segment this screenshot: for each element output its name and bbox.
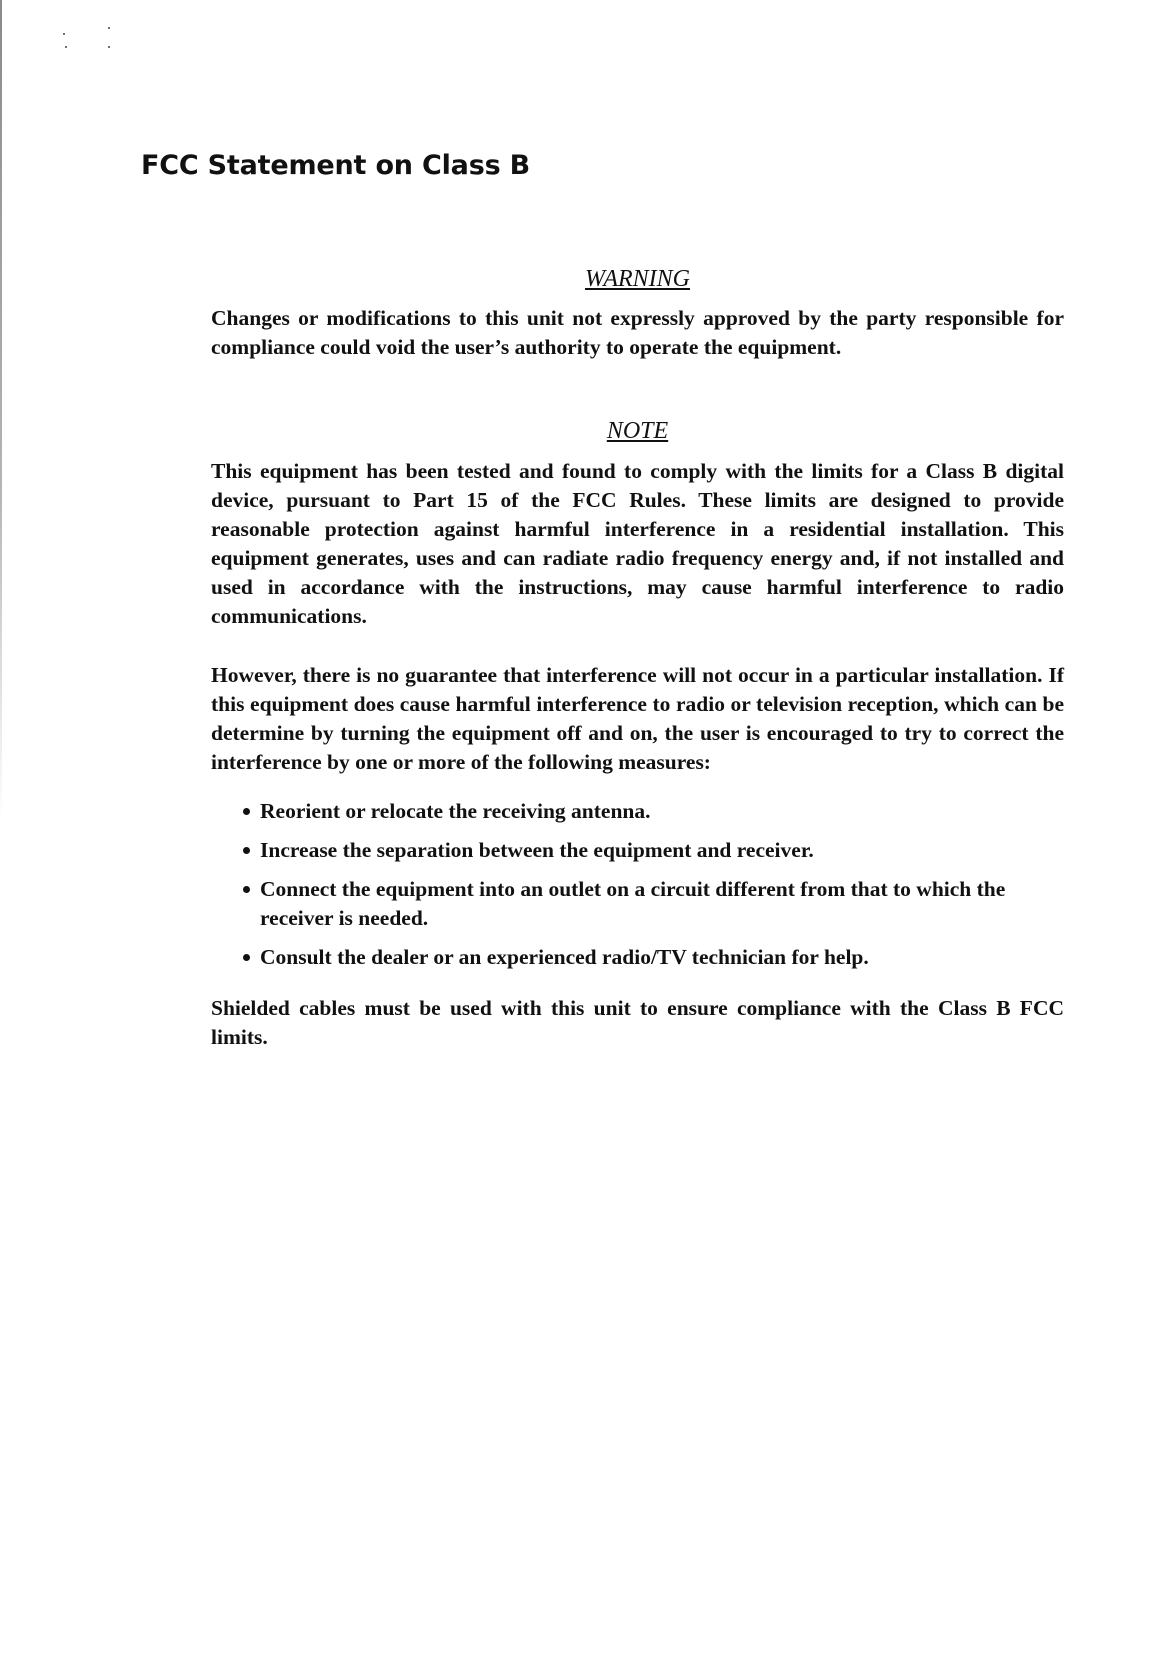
- list-item: [242, 797, 1064, 826]
- scan-speck: [108, 46, 110, 48]
- bullet-icon: [243, 886, 250, 893]
- scan-speck: [63, 33, 65, 35]
- bullet-icon: [243, 954, 250, 961]
- document-body: [211, 264, 1064, 1052]
- scan-speck: [108, 27, 110, 29]
- measure-text: Reorient or relocate the receiving antenna.: [260, 799, 651, 823]
- measure-text: Connect the equipment into an outlet on a circuit different from that to which the receiver is needed.: [260, 877, 1006, 930]
- measure-text: Consult the dealer or an experienced radio/TV technician for help.: [260, 945, 869, 969]
- list-item: [242, 836, 1064, 865]
- list-item: [242, 875, 1064, 933]
- note-paragraph: This equipment has been tested and found to comply with the limits for a Class B digital device, pursuant to Part 15 of the FCC Rules. These limits are designed to provide reasonable protection against harmful interference in a residential installation. This equipment generates, uses and can radiate radio frequency energy and, if not installed and used in accordance with the instructions, may cause harmful interference to radio communications.: [211, 459, 1064, 628]
- bullet-icon: [243, 847, 250, 854]
- measure-text: Increase the separation between the equipment and receiver.: [260, 838, 814, 862]
- measures-list: [211, 797, 1064, 972]
- scan-speck: [65, 46, 67, 48]
- note-paragraph: However, there is no guarantee that interference will not occur in a particular installation. If this equipment does cause harmful interference to radio or television reception, which can be determine by turning the equipment off and on, the user is encouraged to try to correct the interference by one or more of the following measures:: [211, 663, 1064, 774]
- list-item: [242, 943, 1064, 972]
- warning-heading: WARNING: [585, 266, 690, 292]
- note-heading: NOTE: [606, 418, 669, 444]
- bullet-icon: [243, 808, 250, 815]
- page-title: FCC Statement on Class B: [141, 150, 531, 181]
- closing-text: Shielded cables must be used with this unit to ensure compliance with the Class B FCC limits.: [211, 996, 1064, 1049]
- warning-text: Changes or modifications to this unit not expressly approved by the party responsible for compliance could void the user’s authority to operate the equipment.: [211, 306, 1064, 359]
- scan-edge: [0, 0, 2, 820]
